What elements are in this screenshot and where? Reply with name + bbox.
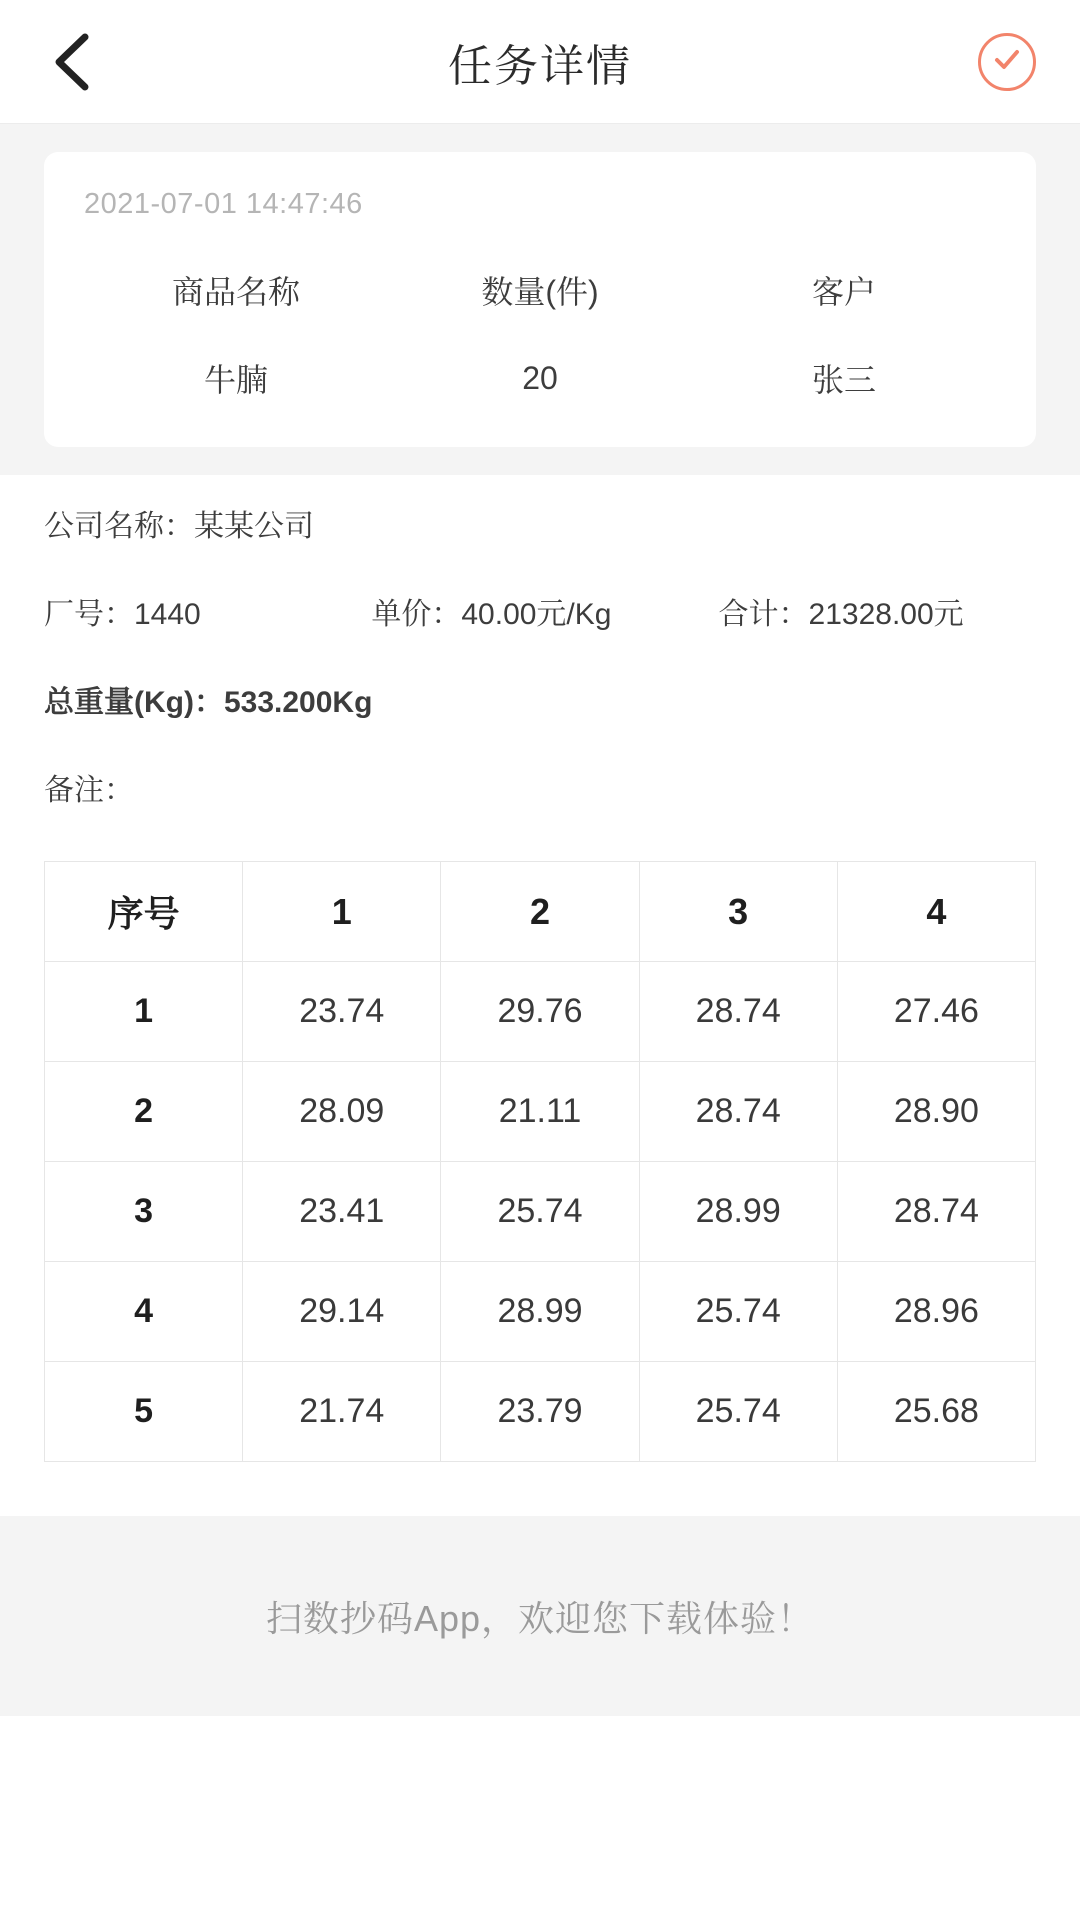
- grid-cell: 23.41: [243, 1162, 441, 1262]
- grid-cell: 28.96: [837, 1262, 1035, 1362]
- table-header-row: [84, 267, 996, 355]
- grid-header-col-4: 4: [837, 862, 1035, 962]
- grid-cell: 29.14: [243, 1262, 441, 1362]
- summary-card: [44, 152, 1036, 447]
- grid-cell: 29.76: [441, 962, 639, 1062]
- app-header: [0, 0, 1080, 124]
- company-label: 公司名称：: [44, 510, 194, 543]
- unit-price-value: 40.00元/Kg: [461, 598, 612, 631]
- grid-cell: 28.09: [243, 1062, 441, 1162]
- grid-cell: 1: [45, 962, 243, 1062]
- table-row: [84, 355, 996, 401]
- order-info-section: [0, 475, 1080, 809]
- grid-header-col-2: 2: [441, 862, 639, 962]
- table-row: [45, 1362, 1036, 1462]
- table-row: [45, 1262, 1036, 1362]
- price-row: [44, 589, 1036, 633]
- total-amount-field: [719, 589, 1036, 633]
- weight-grid-section: [0, 853, 1080, 1462]
- remark-label: 备注：: [44, 774, 134, 807]
- grid-header-index: 序号: [45, 862, 243, 962]
- cell-customer: 张三: [811, 362, 876, 398]
- cell-quantity: 20: [522, 359, 558, 396]
- goods-summary-table: [84, 267, 996, 401]
- column-header-quantity: 数量(件): [481, 274, 599, 310]
- chevron-left-icon: [49, 31, 93, 93]
- grid-header-col-1: 1: [243, 862, 441, 962]
- weight-grid: [44, 861, 1036, 1462]
- grid-cell: 28.74: [639, 962, 837, 1062]
- table-row: [45, 1162, 1036, 1262]
- grid-header-row: [45, 862, 1036, 962]
- grid-cell: 4: [45, 1262, 243, 1362]
- page-title: 任务详情: [448, 41, 632, 91]
- grid-cell: 28.99: [441, 1262, 639, 1362]
- grid-cell: 21.74: [243, 1362, 441, 1462]
- company-row: [44, 501, 1036, 545]
- grid-cell: 23.79: [441, 1362, 639, 1462]
- grid-cell: 27.46: [837, 962, 1035, 1062]
- grid-cell: 28.74: [639, 1062, 837, 1162]
- column-header-goods-name: 商品名称: [171, 274, 300, 310]
- timestamp: 2021-07-01 14:47:46: [84, 188, 363, 220]
- grid-cell: 2: [45, 1062, 243, 1162]
- grid-cell: 25.68: [837, 1362, 1035, 1462]
- cell-goods-name: 牛腩: [203, 362, 268, 398]
- total-weight-label: 总重量(Kg)：: [44, 686, 224, 719]
- back-button[interactable]: [36, 27, 106, 97]
- unit-price-label: 单价：: [371, 598, 462, 631]
- total-weight-row: [44, 677, 1036, 721]
- factory-number-field: [44, 589, 371, 633]
- grid-cell: 3: [45, 1162, 243, 1262]
- table-row: [45, 1062, 1036, 1162]
- grid-cell: 23.74: [243, 962, 441, 1062]
- total-weight-value: 533.200Kg: [223, 686, 373, 719]
- total-amount-value: 21328.00元: [808, 598, 964, 631]
- grid-cell: 25.74: [441, 1162, 639, 1262]
- grid-cell: 28.99: [639, 1162, 837, 1262]
- promo-text: 扫数抄码App，欢迎您下载体验！: [265, 1597, 815, 1639]
- grid-cell: 25.74: [639, 1362, 837, 1462]
- table-row: [45, 962, 1036, 1062]
- grid-cell: 28.90: [837, 1062, 1035, 1162]
- app-promo-footer: [0, 1516, 1080, 1716]
- confirm-button[interactable]: [978, 33, 1036, 91]
- grid-cell: 21.11: [441, 1062, 639, 1162]
- factory-number-value: 1440: [134, 598, 201, 631]
- grid-cell: 5: [45, 1362, 243, 1462]
- summary-card-section: [0, 124, 1080, 475]
- company-value: 某某公司: [194, 510, 314, 543]
- total-amount-label: 合计：: [718, 598, 809, 631]
- check-circle-icon: [990, 42, 1024, 81]
- bottom-spacer: [0, 1716, 1080, 1920]
- grid-cell: 25.74: [639, 1262, 837, 1362]
- remark-row: [44, 765, 1036, 809]
- grid-cell: 28.74: [837, 1162, 1035, 1262]
- column-header-customer: 客户: [811, 274, 876, 310]
- grid-header-col-3: 3: [639, 862, 837, 962]
- unit-price-field: [371, 589, 718, 633]
- factory-number-label: 厂号：: [44, 598, 134, 631]
